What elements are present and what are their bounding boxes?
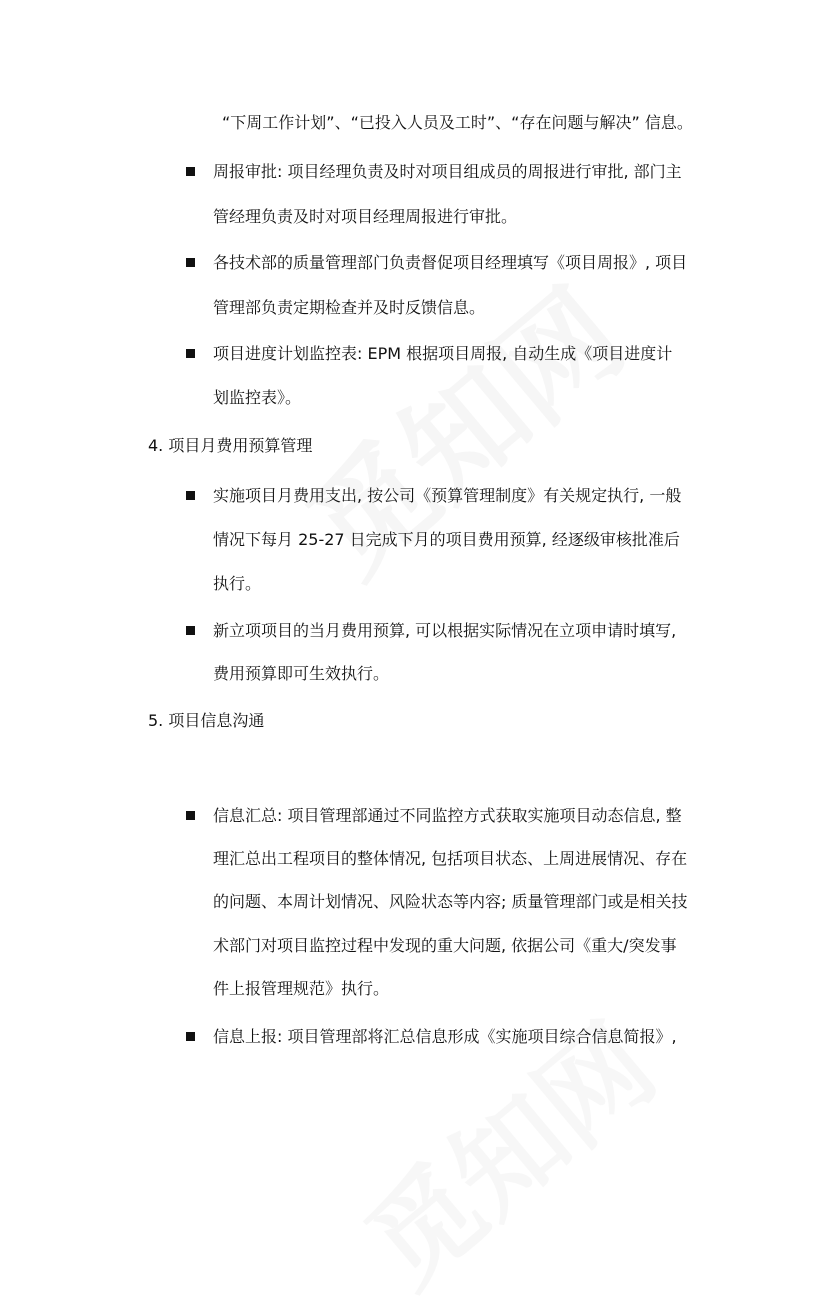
list-item-line: 费用预算即可生效执行。 — [213, 664, 390, 683]
bullet-marker — [186, 167, 195, 176]
list-item-line: 信息汇总: 项目管理部通过不同监控方式获取实施项目动态信息, 整 — [213, 806, 682, 825]
list-item-line: 新立项项目的当月费用预算, 可以根据实际情况在立项申请时填写, — [213, 621, 677, 640]
list-item-line: 管理部负责定期检查并及时反馈信息。 — [213, 298, 486, 317]
bullet-marker — [186, 1032, 195, 1041]
list-item-line: 实施项目月费用支出, 按公司《预算管理制度》有关规定执行, 一般 — [213, 486, 682, 505]
list-item-line: 执行。 — [213, 574, 262, 593]
bullet-marker — [186, 258, 195, 267]
bullet-marker — [186, 626, 195, 635]
list-item-line: 信息上报: 项目管理部将汇总信息形成《实施项目综合信息简报》, — [213, 1027, 677, 1046]
list-item-line: 项目进度计划监控表: EPM 根据项目周报, 自动生成《项目进度计 — [213, 344, 673, 363]
section-heading-4: 4. 项目月费用预算管理 — [148, 436, 313, 455]
list-item-line: 管经理负责及时对项目经理周报进行审批。 — [213, 207, 518, 226]
list-item-line: 件上报管理规范》执行。 — [213, 979, 390, 998]
list-item-line: 划监控表》。 — [213, 388, 302, 407]
list-item-line: 周报审批: 项目经理负责及时对项目组成员的周报进行审批, 部门主 — [213, 162, 682, 181]
list-item-line: 的问题、本周计划情况、风险状态等内容; 质量管理部门或是相关技 — [213, 892, 688, 911]
list-item-line: 各技术部的质量管理部门负责督促项目经理填写《项目周报》, 项目 — [213, 253, 688, 272]
bullet-marker — [186, 491, 195, 500]
list-item-line: 情况下每月 25-27 日完成下月的项目费用预算, 经逐级审核批准后 — [213, 530, 680, 549]
list-item-line: 术部门对项目监控过程中发现的重大问题, 依据公司《重大/突发事 — [213, 936, 677, 955]
continuation-line: “下周工作计划”、“已投入人员及工时”、“存在问题与解决” 信息。 — [222, 113, 693, 132]
bullet-marker — [186, 811, 195, 820]
bullet-marker — [186, 349, 195, 358]
list-item-line: 理汇总出工程项目的整体情况, 包括项目状态、上周进展情况、存在 — [213, 849, 688, 868]
section-heading-5: 5. 项目信息沟通 — [148, 711, 265, 730]
